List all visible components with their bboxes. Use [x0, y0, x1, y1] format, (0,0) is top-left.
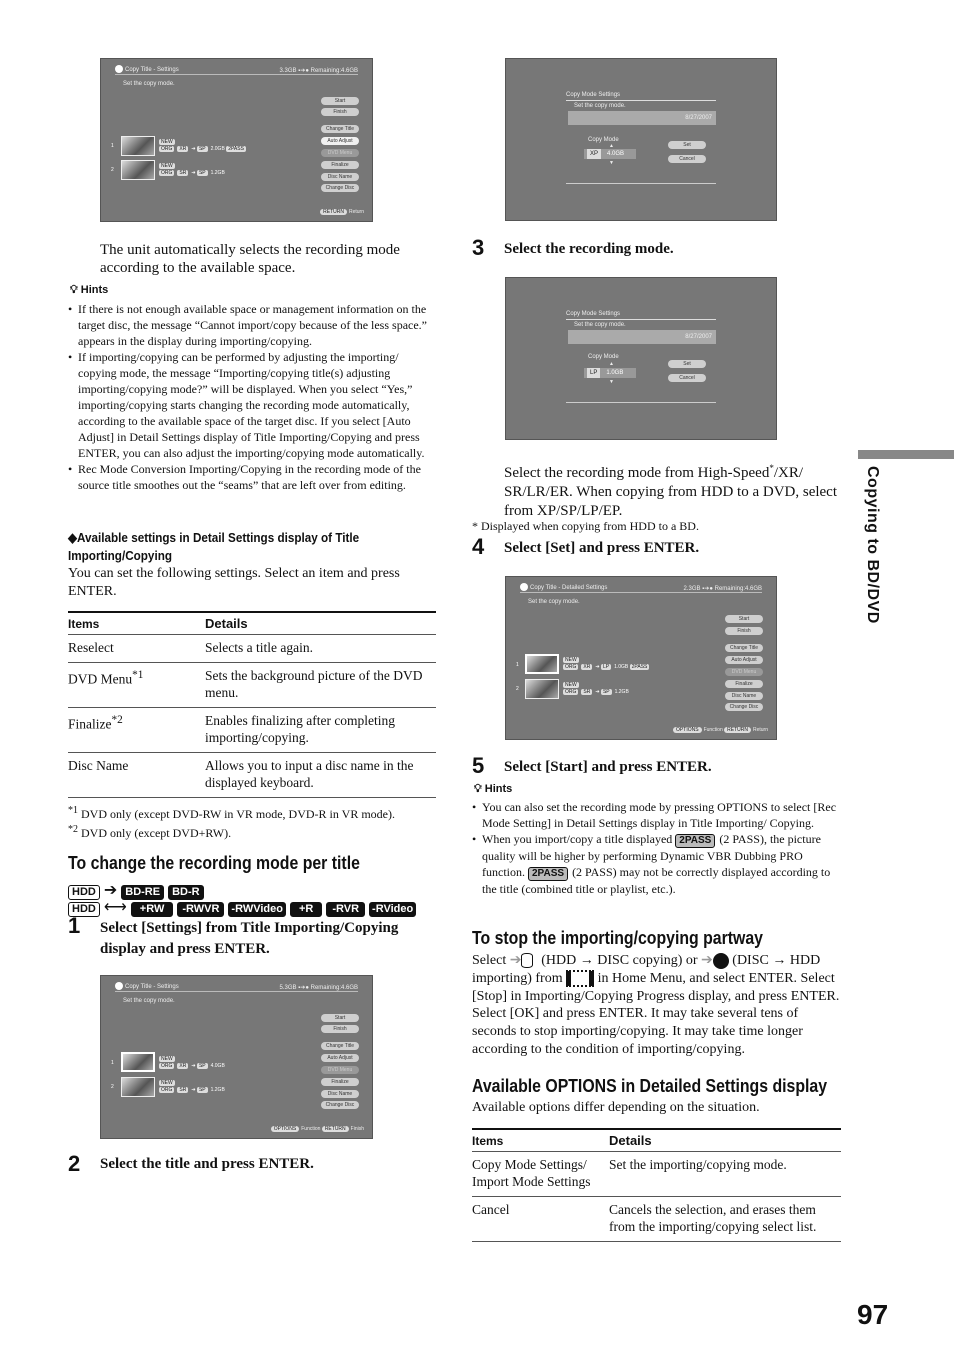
screen-subtitle: Set the copy mode.	[123, 81, 175, 87]
screen-title: Copy Title - Settings	[125, 67, 179, 73]
screen-title: Copy Title - Detailed Settings	[530, 585, 608, 591]
up-arrow-icon: ▲	[609, 361, 614, 367]
start-button: Start	[321, 97, 359, 105]
set-button: Set	[668, 141, 706, 149]
finish-button: Finish	[321, 1025, 359, 1033]
arrow-right-icon: ➔	[103, 882, 118, 899]
table-row: Copy Mode Settings/ Import Mode Settings Set the importing/copying mode.	[472, 1152, 841, 1197]
step-text: Select the title and press ENTER.	[100, 1156, 314, 1172]
screen-title: Copy Mode Settings	[566, 92, 716, 101]
settings-table	[68, 611, 436, 798]
title-thumbnail	[121, 160, 155, 180]
section-stop-heading: To stop the importing/copying partway	[472, 928, 763, 948]
hint-item: • If importing/copying can be performed by adjusting the importing/ copying mode, the message “Importing/copying title(s) adjusting importing/copying mode?” will be displayed. When you select “Yes,” importing/copying starts changing the recording mode automatically, according to the available space of the target disc. If you select [Auto Adjust] in Detail Settings display of Title Importing/Copying and press ENTER, you can also adjust the importing/copying mode automatically.	[68, 349, 436, 461]
copy-mode-selector: XP 4.0GB	[584, 149, 636, 159]
title-thumbnail	[525, 679, 559, 699]
step-text: Select [Settings] from Title Importing/Copying display and press ENTER.	[100, 920, 399, 957]
screen-footer: RETURN Return	[320, 209, 364, 215]
hdd-mark: HDD	[68, 885, 100, 900]
change-title-button: Change Title	[321, 1042, 359, 1050]
change-disc-button: Change Disc	[725, 703, 763, 711]
dvd-menu-button: DVD Menu	[725, 668, 763, 676]
up-arrow-icon: ▲	[609, 143, 614, 149]
screenshot-copy-title-settings-2: Copy Title - Settings 5.3GB ▪➔● Remaining:4.6GB Set the copy mode. Start Finish Change Title Auto Adjust DVD Menu Finalize Disc Name Change Disc 1 NEW ORG XR ➔ SP 4.0GB 2 NEW ORG SR ➔ SP 1.2GB OPTIONS Function RETURN Finish	[100, 975, 373, 1139]
screen-footer: OPTIONS Function RETURN Finish	[271, 1126, 364, 1132]
step-number: 3	[472, 235, 485, 260]
remaining: Remaining:4.6GB	[310, 68, 358, 74]
disc-name-button: Disc Name	[725, 692, 763, 700]
table-row: DVD Menu$^{*1}$ Sets the background picture of the DVD menu.	[68, 663, 436, 708]
screenshot-copy-mode-settings-1	[505, 58, 777, 221]
disc-icon	[520, 583, 528, 591]
step-number: 1	[68, 913, 81, 938]
media-mark: BD-RE	[121, 885, 164, 900]
auto-adjust-button: Auto Adjust	[321, 1054, 359, 1062]
film-icon	[566, 970, 594, 987]
media-mark: +RW	[131, 902, 174, 917]
arrow-both-icon: ⟷	[103, 899, 127, 916]
hdd-mark: HDD	[68, 902, 100, 917]
screen-subtitle: Set the copy mode.	[528, 599, 580, 605]
change-disc-button: Change Disc	[321, 1101, 359, 1109]
table-row: Reselect Selects a title again.	[68, 635, 436, 663]
media-mark: -RVR	[326, 902, 365, 917]
hint-item: • If there is not enough available space or management information on the target disc, the message “Cannot import/copy because of the less space.” appears in the display during importing/copying.	[68, 301, 436, 349]
recording-mode-text: Select the recording mode from High-Speed*/XR/ SR/LR/ER. When copying from HDD to a DVD, select from XP/SP/LP/EP.	[504, 463, 838, 519]
hint-item: • Rec Mode Conversion Importing/Copying in the recording mode of the source title smoothes out the “seams” that are left over from editing.	[68, 461, 436, 493]
section-options-heading: Available OPTIONS in Detailed Settings display	[472, 1076, 828, 1096]
finalize-button: Finalize	[321, 1078, 359, 1086]
table-header-items: Items	[68, 612, 205, 635]
mode-footnote: * Displayed when copying from HDD to a BD.	[472, 519, 699, 533]
hdd-icon: ➔	[510, 952, 538, 970]
title-thumbnail	[121, 136, 155, 156]
change-title-button: Change Title	[725, 644, 763, 652]
media-mark: -RVideo	[369, 902, 416, 917]
hints-list-left	[68, 301, 436, 493]
section-change-heading: To change the recording mode per title	[68, 853, 360, 873]
title-thumbnail	[121, 1077, 155, 1097]
title-thumbnail	[525, 654, 559, 674]
screenshot-copy-mode-settings-2	[505, 277, 777, 440]
media-mark: BD-R	[168, 885, 204, 900]
hints-heading: 💡︎ Hints	[70, 284, 109, 296]
finalize-button: Finalize	[321, 161, 359, 169]
auto-adjust-button: Auto Adjust	[321, 137, 359, 145]
copy-mode-selector: LP 1.0GB	[584, 368, 636, 378]
step-number: 5	[472, 753, 485, 778]
copy-mode-label: Copy Mode	[588, 354, 619, 360]
copy-mode-label: Copy Mode	[588, 137, 619, 143]
cancel-button: Cancel	[668, 155, 706, 163]
2pass-badge: 2PASS	[528, 867, 568, 881]
screenshot-copy-title-settings-1: Copy Title - Settings 3.3GB ▪➔● Remaining:4.6GB Set the copy mode. Start Finish Change Title Auto Adjust DVD Menu Finalize Disc Name Change Disc 1 NEW ORG XR ➔ SP 2.0GB 2PASS 2 NEW ORG SR ➔ SP 1.2GB RETURN Return	[100, 58, 373, 222]
cancel-button: Cancel	[668, 374, 706, 382]
screenshot-copy-title-detailed-settings: Copy Title - Detailed Settings 2.3GB ▪➔● Remaining:4.6GB Set the copy mode. Start Finish Change Title Auto Adjust DVD Menu Finalize Disc Name Change Disc 1 NEW ORG XR ➔ LP 1.0GB 2PASS 2 NEW ORG SR ➔ SP 1.2GB OPTIONS Function RETURN Return	[505, 576, 777, 740]
row-number: 1	[111, 143, 114, 149]
2pass-badge: 2PASS	[675, 834, 715, 848]
media-mark: -RWVR	[177, 902, 224, 917]
down-arrow-icon: ▼	[609, 379, 614, 385]
disc-icon	[115, 65, 123, 73]
media-mark: -RWVideo	[228, 902, 286, 917]
lightbulb-icon: 💡︎	[474, 783, 482, 795]
date-bar: 8/27/2007	[568, 111, 716, 125]
options-text: Available options differ depending on the situation.	[472, 1100, 760, 1115]
available-settings-heading: ◆Available settings in Detail Settings display of Title Importing/Copying	[68, 530, 360, 563]
screen-footer: OPTIONS Function RETURN Return	[673, 727, 768, 733]
hint-item: • When you import/copy a title displayed 2PASS (2 PASS), the picture quality will be higher by performing Dynamic VBR Dubbing PRO function. 2PASS (2 PASS) may not be correctly displayed according to the title (combined title or playlist, etc.).	[472, 831, 842, 897]
available-settings-text: You can set the following settings. Select an item and press ENTER.	[68, 566, 400, 599]
lightbulb-icon: 💡︎	[70, 284, 78, 296]
side-tab-bar	[858, 450, 954, 459]
options-table	[472, 1128, 841, 1242]
table-row: Finalize$^{*2}$ Enables finalizing after completing importing/copying.	[68, 708, 436, 753]
disc-name-button: Disc Name	[321, 173, 359, 181]
stop-text: Select ➔ (HDD → DISC copying) or ➔ (DISC → HDD importing) from in Home Menu, and select ENTER. Select [Stop] in Importing/Copying Progress display, and press ENTER. Select [OK] and press ENTER. It may take several tens of seconds to stop importing/copying. It may take time longer according to the condition of importing/copying.	[472, 953, 840, 1057]
media-row-2	[68, 897, 420, 917]
start-button: Start	[725, 615, 763, 623]
down-arrow-icon: ▼	[609, 160, 614, 166]
capacity: 3.3GB	[279, 68, 297, 74]
intro-text: The unit automatically selects the recording mode according to the available space.	[100, 242, 400, 276]
footnotes: $^{*1}$ DVD only (except DVD-RW in VR mode, DVD-R in VR mode). $^{*2}$ DVD only (except DVD+RW).	[68, 805, 395, 840]
table-row: Cancel Cancels the selection, and erases them from the importing/copying select list.	[472, 1197, 841, 1242]
title-thumbnail	[121, 1052, 155, 1072]
step-text: Select [Set] and press ENTER.	[504, 540, 700, 556]
step-number: 4	[472, 534, 485, 559]
table-row: Disc Name Allows you to input a disc name in the displayed keyboard.	[68, 753, 436, 798]
disc-icon	[115, 982, 123, 990]
disc-name-button: Disc Name	[321, 1090, 359, 1098]
table-header-items: Items	[472, 1129, 609, 1152]
change-title-button: Change Title	[321, 125, 359, 133]
hints-list-right	[472, 799, 842, 897]
screen-title: Copy Mode Settings	[566, 311, 716, 320]
screen-subtitle: Set the copy mode.	[574, 322, 626, 328]
hints-heading: 💡︎ Hints	[474, 783, 513, 795]
media-mark: +R	[290, 902, 322, 917]
step-text: Select [Start] and press ENTER.	[504, 759, 712, 775]
hint-item: • You can also set the recording mode by pressing OPTIONS to select [Rec Mode Setting] in Detail Settings display in Title Importing/ Copying.	[472, 799, 842, 831]
screen-subtitle: Set the copy mode.	[123, 998, 175, 1004]
dvd-menu-button: DVD Menu	[321, 149, 359, 157]
date-bar: 8/27/2007	[568, 330, 716, 344]
change-disc-button: Change Disc	[321, 184, 359, 192]
side-tab-label: Copying to BD/DVD	[864, 466, 881, 624]
finish-button: Finish	[725, 627, 763, 635]
start-button: Start	[321, 1014, 359, 1022]
screen-title: Copy Title - Settings	[125, 984, 179, 990]
screen-subtitle: Set the copy mode.	[574, 103, 626, 109]
table-header-details: Details	[205, 612, 436, 635]
finalize-button: Finalize	[725, 680, 763, 688]
page-number: 97	[857, 1299, 889, 1330]
step-number: 2	[68, 1151, 81, 1176]
set-button: Set	[668, 360, 706, 368]
step-text: Select the recording mode.	[504, 241, 674, 257]
row-number: 2	[111, 167, 114, 173]
dvd-menu-button: DVD Menu	[321, 1066, 359, 1074]
table-header-details: Details	[609, 1129, 841, 1152]
auto-adjust-button: Auto Adjust	[725, 656, 763, 664]
finish-button: Finish	[321, 108, 359, 116]
disc-icon: ➔	[701, 953, 729, 968]
